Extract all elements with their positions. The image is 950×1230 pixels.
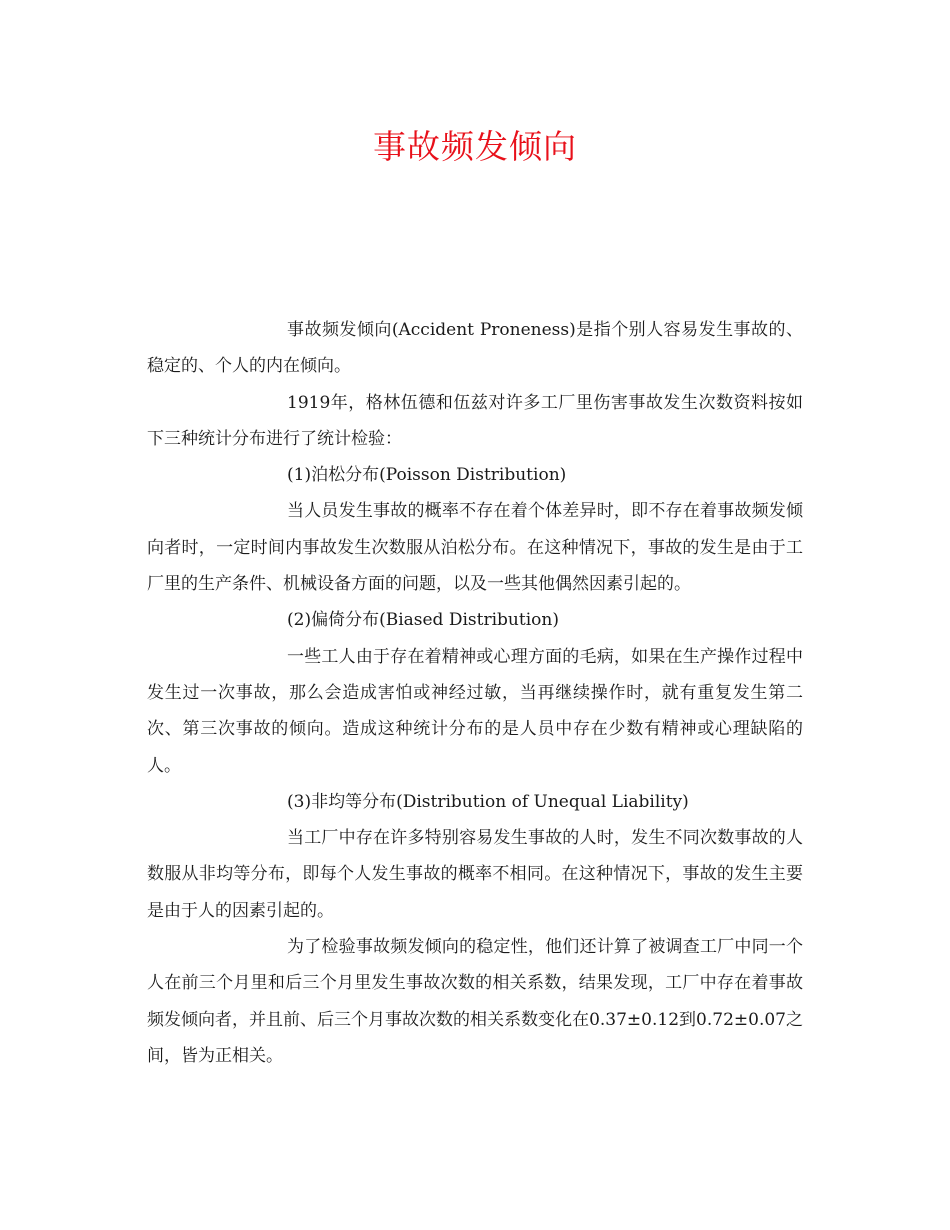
paragraph-biased: 一些工人由于存在着精神或心理方面的毛病，如果在生产操作过程中发生过一次事故，那么会造成害怕或神经过敏，当再继续操作时，就有重复发生第二次、第三次事故的倾向。造成这种统计分布的是人员中存在少数有精神或心理缺陷的人。 — [147, 646, 803, 776]
document-title: 事故频发倾向 — [373, 127, 577, 166]
document-body — [147, 312, 820, 1074]
section-heading-poisson: (1)泊松分布(Poisson Distribution) — [287, 465, 567, 486]
section-heading-biased: (2)偏倚分布(Biased Distribution) — [287, 610, 559, 631]
paragraph-definition: 事故频发倾向(Accident Proneness)是指个别人容易发生事故的、稳定的、个人的内在倾向。 — [147, 320, 803, 377]
paragraph-stability: 为了检验事故频发倾向的稳定性，他们还计算了被调查工厂中同一个人在前三个月里和后三个月里发生事故次数的相关系数，结果发现，工厂中存在着事故频发倾向者，并且前、后三个月事故次数的相关系数变化在0.37±0.12到0.72±0.07之间，皆为正相关。 — [147, 937, 803, 1066]
paragraph-unequal: 当工厂中存在许多特别容易发生事故的人时，发生不同次数事故的人数服从非均等分布，即每个人发生事故的概率不相同。在这种情况下，事故的发生主要是由于人的因素引起的。 — [147, 828, 803, 921]
paragraph-1919-study: 1919年，格林伍德和伍兹对许多工厂里伤害事故发生次数资料按如下三种统计分布进行了统计检验： — [147, 392, 803, 449]
section-heading-unequal: (3)非均等分布(Distribution of Unequal Liability) — [287, 791, 689, 812]
paragraph-poisson: 当人员发生事故的概率不存在着个体差异时，即不存在着事故频发倾 向者时，一定时间内事故发生次数服从泊松分布。在这种情况下，事故的发生是由于工厂里的生产条件、机械设备方面的问题，以及一些其他偶然因素引起的。 — [147, 501, 820, 595]
